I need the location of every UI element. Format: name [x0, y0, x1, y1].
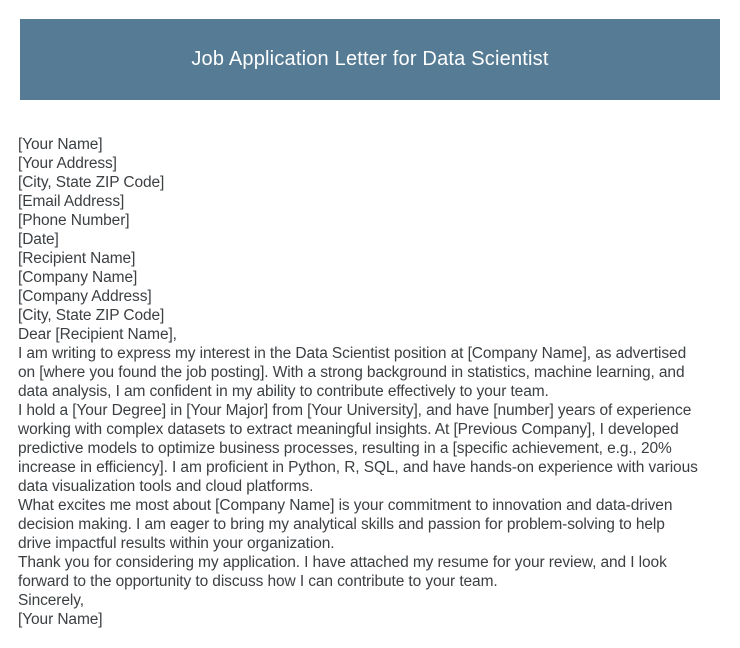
letter-line: What excites me most about [Company Name] is your commitment to innovation and data-driven — [18, 497, 673, 514]
letter-line: [Recipient Name] — [18, 250, 136, 267]
letter-line: Dear [Recipient Name], — [18, 326, 177, 343]
letter-line: [Phone Number] — [18, 212, 130, 229]
letter-line: predictive models to optimize business processes, resulting in a [specific achievement, e.g., 20% — [18, 440, 672, 457]
letter-line: Sincerely, — [18, 592, 84, 609]
letter-line: [City, State ZIP Code] — [18, 307, 165, 324]
letter-body — [18, 135, 734, 629]
letter-line: data analysis, I am confident in my ability to contribute effectively to your team. — [18, 383, 549, 400]
letter-line: data visualization tools and cloud platforms. — [18, 478, 314, 495]
letter-line: drive impactful results within your organization. — [18, 535, 335, 552]
letter-line: [Your Name] — [18, 611, 103, 628]
letter-line: decision making. I am eager to bring my analytical skills and passion for problem-solving to help — [18, 516, 665, 533]
letter-line: Thank you for considering my application. I have attached my resume for your review, and I look — [18, 554, 667, 571]
letter-line: [Email Address] — [18, 193, 125, 210]
letter-line: working with complex datasets to extract meaningful insights. At [Previous Company], I developed — [18, 421, 679, 438]
letter-line: [Company Address] — [18, 288, 152, 305]
letter-line: I am writing to express my interest in the Data Scientist position at [Company Name], as advertised — [18, 345, 687, 362]
letter-line: I hold a [Your Degree] in [Your Major] from [Your University], and have [number] years of experience — [18, 402, 692, 419]
letter-line: increase in efficiency]. I am proficient in Python, R, SQL, and have hands-on experience with various — [18, 459, 698, 476]
letter-line: [Your Name] — [18, 136, 103, 153]
letter-line: [Company Name] — [18, 269, 138, 286]
letter-title-banner — [20, 19, 720, 100]
letter-line: [Your Address] — [18, 155, 117, 172]
letter-title: Job Application Letter for Data Scientist — [191, 48, 549, 70]
letter-line: [City, State ZIP Code] — [18, 174, 165, 191]
letter-line: [Date] — [18, 231, 59, 248]
letter-line: on [where you found the job posting]. With a strong background in statistics, machine learning, and — [18, 364, 685, 381]
letter-line: forward to the opportunity to discuss how I can contribute to your team. — [18, 573, 498, 590]
